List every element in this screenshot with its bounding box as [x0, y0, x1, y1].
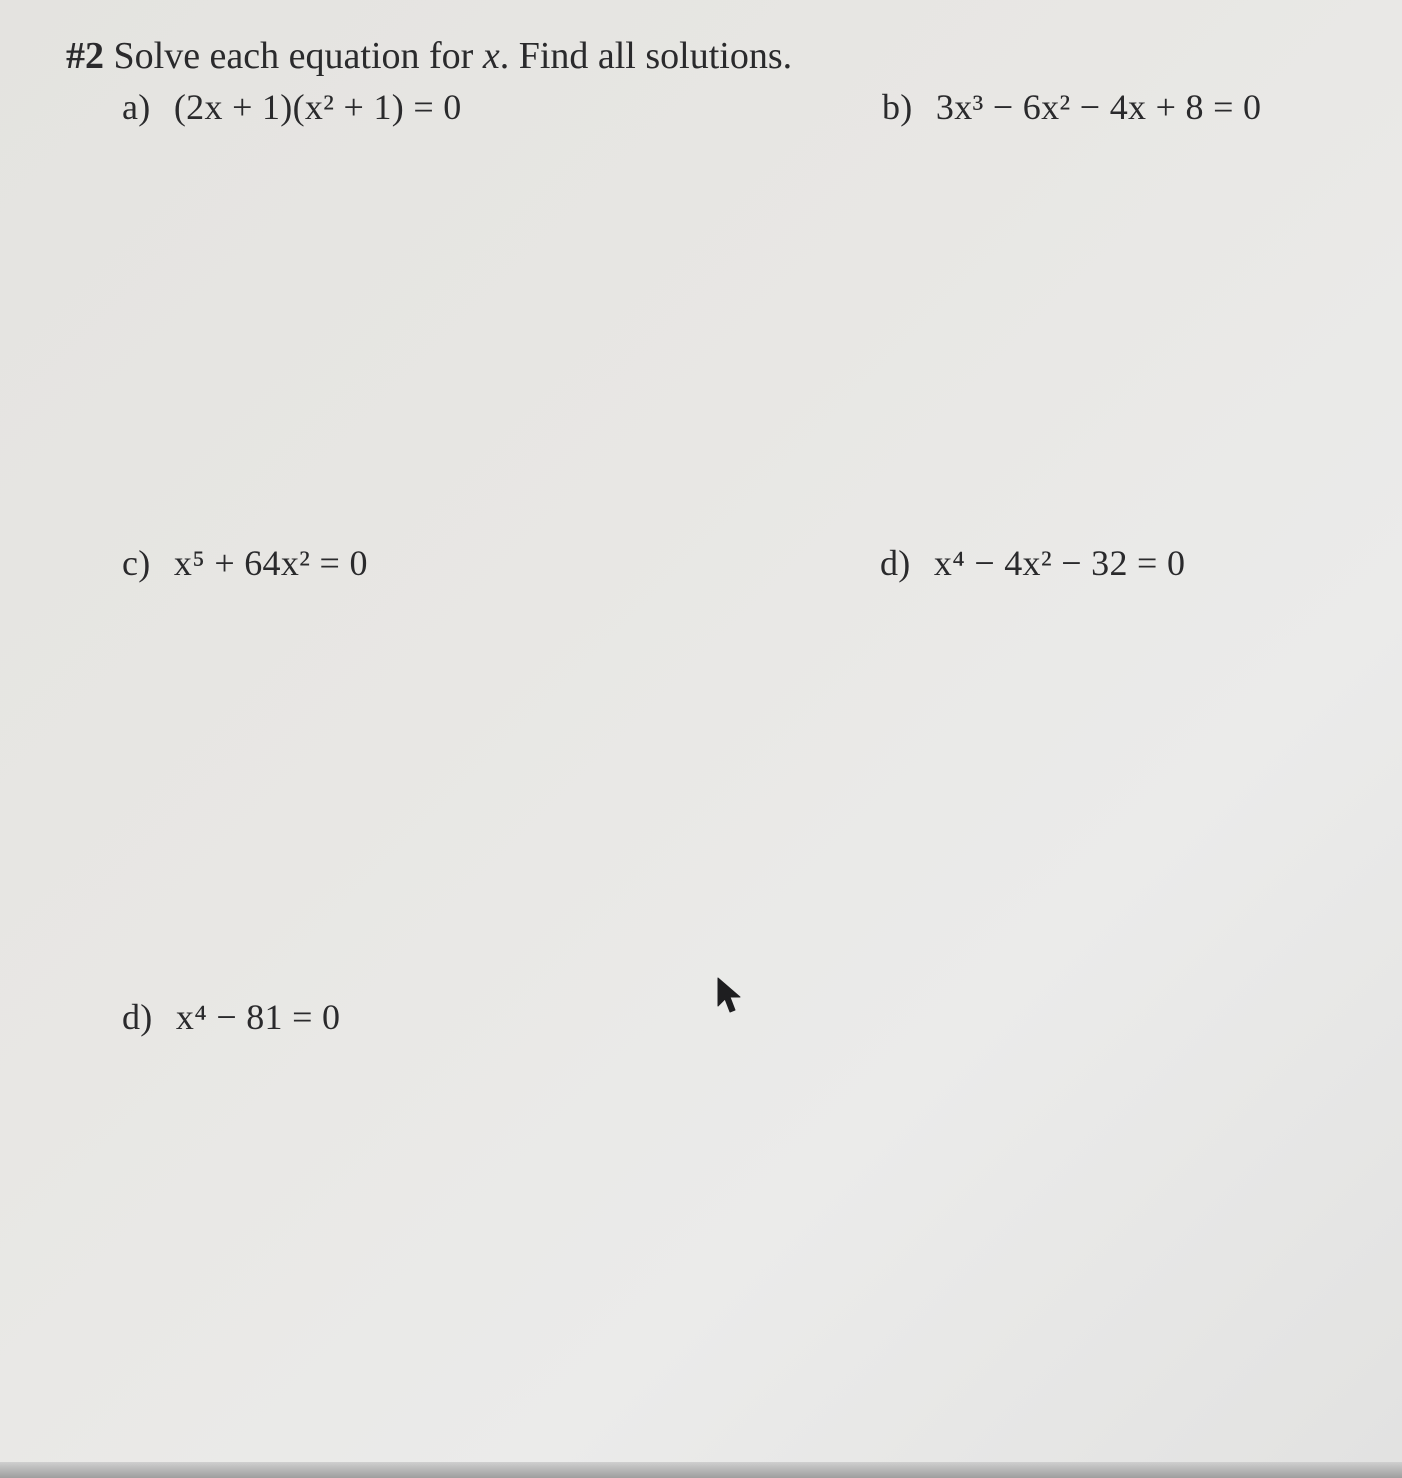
problem-label: d) [122, 997, 153, 1037]
problem-equation: x⁴ − 81 = 0 [175, 997, 341, 1037]
instruction-variable: x [482, 35, 500, 77]
problem-a [122, 86, 462, 128]
problem-c [122, 542, 368, 584]
problem-label: d) [880, 543, 911, 583]
problem-label: a) [122, 87, 151, 127]
mouse-pointer-icon [716, 976, 742, 1016]
problem-b [882, 86, 1261, 128]
problem-heading [66, 34, 792, 78]
problem-number: #2 [66, 35, 104, 77]
page-bottom-edge [0, 1462, 1402, 1478]
problem-label: b) [882, 87, 913, 127]
problem-label: c) [122, 543, 151, 583]
problem-d-first [880, 542, 1185, 584]
instruction-text-start: Solve each equation for [104, 35, 483, 77]
problem-equation: 3x³ − 6x² − 4x + 8 = 0 [935, 87, 1262, 127]
problem-d-second [122, 996, 340, 1038]
instruction-text-end: . Find all solutions. [499, 35, 793, 77]
problem-equation: (2x + 1)(x² + 1) = 0 [173, 87, 462, 127]
problem-equation: x⁵ + 64x² = 0 [173, 543, 368, 583]
problem-equation: x⁴ − 4x² − 32 = 0 [933, 543, 1186, 583]
